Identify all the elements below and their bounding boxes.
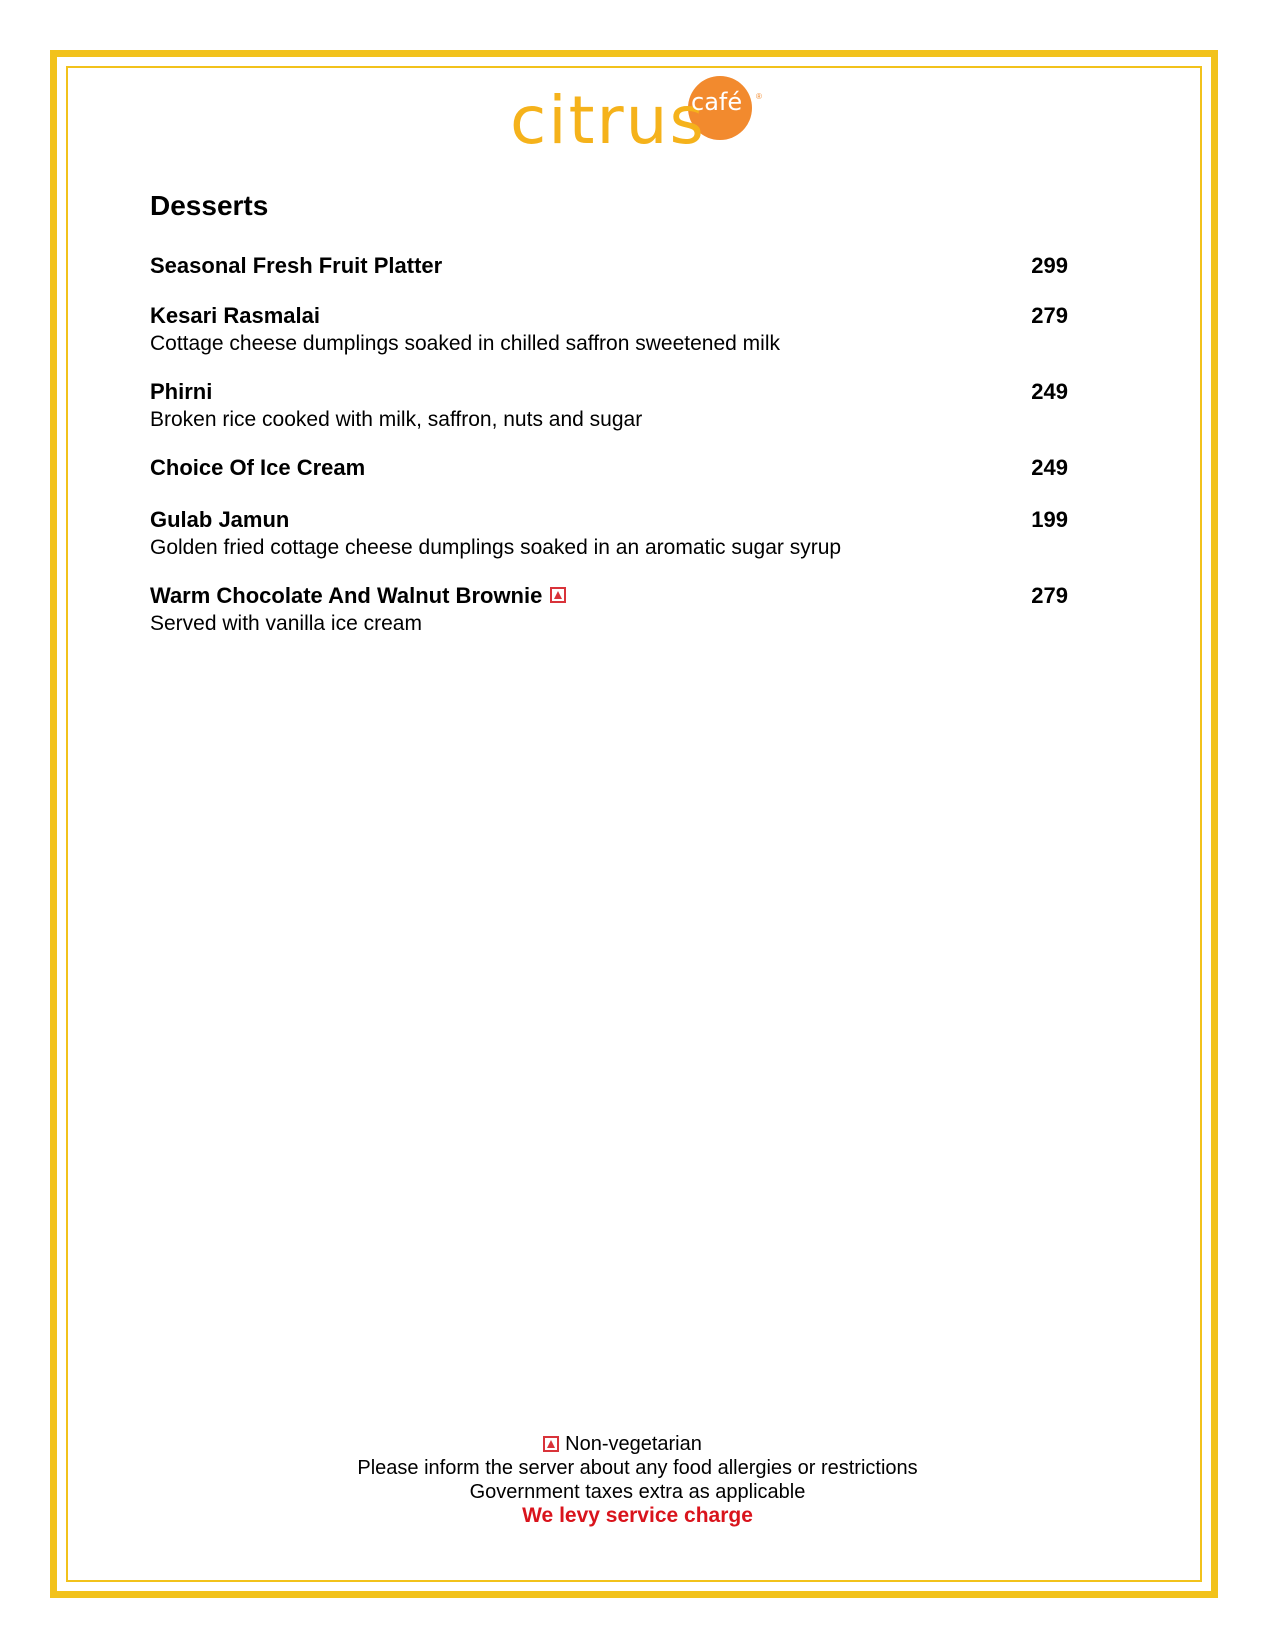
menu-item bbox=[150, 302, 1068, 358]
item-price: 279 bbox=[1031, 583, 1068, 608]
menu-item bbox=[150, 582, 1068, 638]
menu-item bbox=[150, 378, 1068, 434]
menu-item bbox=[150, 454, 1068, 482]
item-name: Phirni bbox=[150, 379, 213, 404]
item-price: 249 bbox=[1031, 455, 1068, 480]
item-description: Cottage cheese dumplings soaked in chilled saffron sweetened milk bbox=[150, 332, 780, 355]
citrus-cafe-logo bbox=[510, 70, 770, 170]
legend-label: Non-vegetarian bbox=[565, 1433, 702, 1455]
tax-note: Government taxes extra as applicable bbox=[469, 1481, 806, 1503]
item-name: Warm Chocolate And Walnut Brownie bbox=[150, 583, 543, 608]
menu-list bbox=[150, 252, 1068, 638]
section-title: Desserts bbox=[150, 190, 269, 221]
item-price: 279 bbox=[1031, 303, 1068, 328]
item-name: Choice Of Ice Cream bbox=[150, 455, 366, 480]
allergy-note: Please inform the server about any food allergies or restrictions bbox=[357, 1457, 918, 1479]
menu-item bbox=[150, 252, 1068, 280]
non-veg-icon bbox=[550, 587, 566, 603]
non-veg-legend bbox=[0, 1432, 1275, 1456]
item-name: Gulab Jamun bbox=[150, 507, 290, 532]
logo-cafe-text: café bbox=[691, 88, 743, 116]
menu-footer bbox=[0, 1432, 1275, 1528]
logo-trademark: ® bbox=[756, 92, 762, 101]
item-price: 199 bbox=[1031, 507, 1068, 532]
item-name: Kesari Rasmalai bbox=[150, 303, 320, 328]
menu-item bbox=[150, 506, 1068, 562]
service-charge-note: We levy service charge bbox=[522, 1504, 753, 1527]
logo-wordmark: citrus bbox=[510, 82, 706, 159]
item-description: Served with vanilla ice cream bbox=[150, 612, 422, 635]
item-name: Seasonal Fresh Fruit Platter bbox=[150, 253, 443, 278]
item-name-wrap bbox=[150, 582, 566, 610]
item-description: Golden fried cottage cheese dumplings soaked in an aromatic sugar syrup bbox=[150, 536, 842, 559]
non-veg-icon bbox=[543, 1436, 559, 1452]
item-description: Broken rice cooked with milk, saffron, nuts and sugar bbox=[150, 408, 643, 431]
item-price: 299 bbox=[1031, 253, 1068, 278]
item-price: 249 bbox=[1031, 379, 1068, 404]
